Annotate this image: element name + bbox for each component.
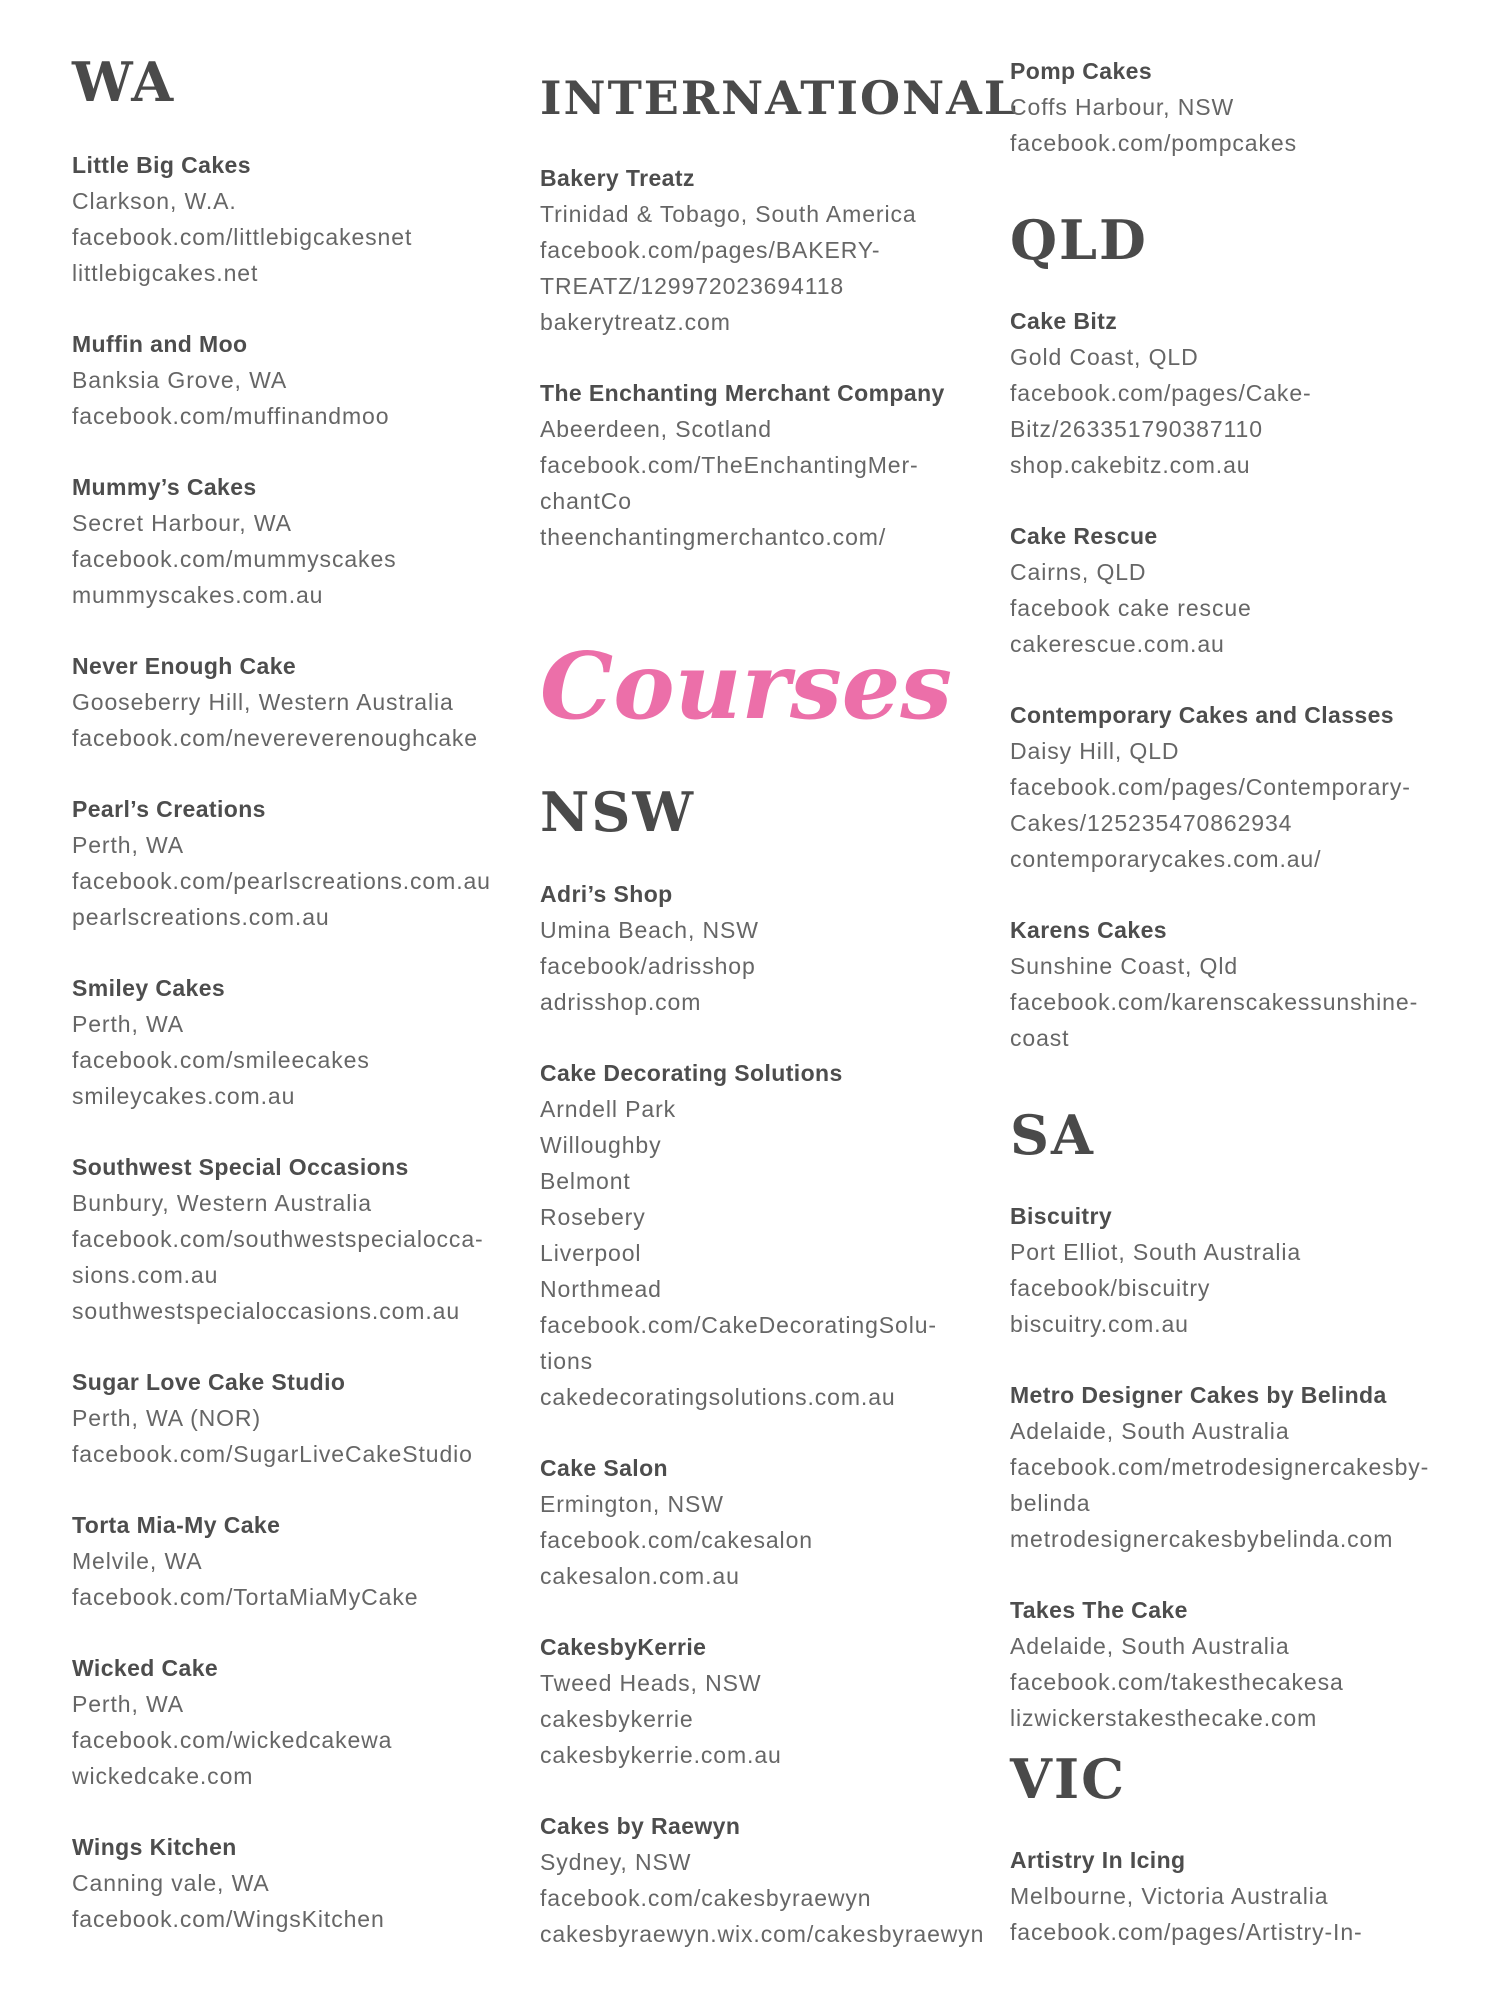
listing-link[interactable]: sions.com.au <box>72 1262 219 1288</box>
listing-southwest-special-occasions <box>72 1149 484 1329</box>
listing-link[interactable]: facebook.com/muffinandmoo <box>72 403 390 429</box>
listing-link[interactable]: mummyscakes.com.au <box>72 582 324 608</box>
listing-detail: Port Elliot, South Australia <box>1010 1239 1302 1265</box>
listing-detail: Daisy Hill, QLD <box>1010 738 1180 764</box>
business-name: Mummy’s Cakes <box>72 474 257 500</box>
listing-biscuitry <box>1010 1198 1301 1342</box>
business-name: Bakery Treatz <box>540 165 695 191</box>
business-name: Karens Cakes <box>1010 917 1167 943</box>
section-heading-qld: QLD <box>1010 208 1148 272</box>
business-name: Pomp Cakes <box>1010 58 1153 84</box>
listing-detail: Trinidad & Tobago, South America <box>540 201 917 227</box>
listing-link[interactable]: southwestspecialoccasions.com.au <box>72 1298 461 1324</box>
listing-link[interactable]: facebook.com/pages/BAKERY- <box>540 237 881 263</box>
listing-pomp-cakes <box>1010 53 1297 161</box>
listing-detail: Adelaide, South Australia <box>1010 1633 1290 1659</box>
listing-detail: Umina Beach, NSW <box>540 917 759 943</box>
listing-link[interactable]: facebook.com/mummyscakes <box>72 546 397 572</box>
listing-wings-kitchen <box>72 1829 385 1937</box>
listing-link[interactable]: lizwickerstakesthecake.com <box>1010 1705 1318 1731</box>
listing-detail: Canning vale, WA <box>72 1870 270 1896</box>
listing-link[interactable]: facebook.com/littlebigcakesnet <box>72 224 413 250</box>
listing-link[interactable]: pearlscreations.com.au <box>72 904 330 930</box>
listing-link[interactable]: facebook.com/pages/Artistry-In- <box>1010 1919 1363 1945</box>
business-name: Metro Designer Cakes by Belinda <box>1010 1382 1387 1408</box>
business-name: Smiley Cakes <box>72 975 226 1001</box>
listing-link[interactable]: facebook.com/SugarLiveCakeStudio <box>72 1441 473 1467</box>
listing-link[interactable]: facebook.com/metrodesignercakesby- <box>1010 1454 1430 1480</box>
section-heading-international: INTERNATIONAL <box>540 71 1019 125</box>
listing-link[interactable]: facebook.com/pages/Cake- <box>1010 380 1312 406</box>
listing-cakesbykerrie <box>540 1629 782 1773</box>
section-heading-nsw: NSW <box>540 780 696 844</box>
section-heading-vic: VIC <box>1010 1747 1127 1811</box>
listing-detail: tions <box>540 1348 594 1374</box>
listing-link[interactable]: facebook.com/TheEnchantingMer- <box>540 452 919 478</box>
listing-link[interactable]: facebook.com/pompcakes <box>1010 130 1297 156</box>
business-name: Artistry In Icing <box>1010 1847 1186 1873</box>
listing-detail: Clarkson, W.A. <box>72 188 237 214</box>
listing-link[interactable]: facebook cake rescue <box>1010 595 1252 621</box>
listing-detail: Perth, WA <box>72 832 185 858</box>
listing-detail: Sydney, NSW <box>540 1849 692 1875</box>
listing-wicked-cake <box>72 1650 392 1794</box>
listing-link[interactable]: facebook.com/nevereverenoughcake <box>72 725 478 751</box>
business-name: Cake Decorating Solutions <box>540 1060 843 1086</box>
listing-link[interactable]: facebook.com/smileecakes <box>72 1047 370 1073</box>
listing-link[interactable]: facebook.com/cakesalon <box>540 1527 813 1553</box>
business-name: Cakes by Raewyn <box>540 1813 741 1839</box>
listing-link[interactable]: facebook.com/CakeDecoratingSolu- <box>540 1312 937 1338</box>
listing-the-enchanting-merchant-company <box>540 375 945 555</box>
listing-detail: Cairns, QLD <box>1010 559 1147 585</box>
listing-link[interactable]: facebook.com/southwestspecialocca- <box>72 1226 484 1252</box>
listing-link[interactable]: wickedcake.com <box>72 1763 254 1789</box>
listing-detail: Sunshine Coast, Qld <box>1010 953 1239 979</box>
listing-detail: coast <box>1010 1025 1070 1051</box>
listing-detail: Abeerdeen, Scotland <box>540 416 772 442</box>
listing-link[interactable]: facebook.com/WingsKitchen <box>72 1906 385 1932</box>
listing-cake-rescue <box>1010 518 1252 662</box>
listing-detail: Melvile, WA <box>72 1548 203 1574</box>
listing-link[interactable]: cakesbyraewyn.wix.com/cakesbyraewyn <box>540 1921 985 1947</box>
listing-adris-shop <box>540 876 759 1020</box>
listing-detail: belinda <box>1010 1490 1091 1516</box>
listing-detail: Banksia Grove, WA <box>72 367 288 393</box>
business-name: Pearl’s Creations <box>72 796 266 822</box>
listing-link[interactable]: bakerytreatz.com <box>540 309 731 335</box>
listing-detail: Perth, WA <box>72 1691 185 1717</box>
listing-link[interactable]: shop.cakebitz.com.au <box>1010 452 1251 478</box>
section-heading-wa: WA <box>72 50 176 114</box>
listing-detail: Perth, WA <box>72 1011 185 1037</box>
listing-link[interactable]: biscuitry.com.au <box>1010 1311 1189 1337</box>
listing-link[interactable]: facebook.com/TortaMiaMyCake <box>72 1584 419 1610</box>
listing-pearls-creations <box>72 791 491 935</box>
listing-detail: Arndell Park <box>540 1096 677 1122</box>
business-name: Sugar Love Cake Studio <box>72 1369 346 1395</box>
business-name: The Enchanting Merchant Company <box>540 380 945 406</box>
business-name: Wicked Cake <box>72 1655 219 1681</box>
listing-link[interactable]: theenchantingmerchantco.com/ <box>540 524 887 550</box>
business-name: Wings Kitchen <box>72 1834 237 1860</box>
listing-link[interactable]: Bitz/263351790387110 <box>1010 416 1263 442</box>
listing-detail: Gooseberry Hill, Western Australia <box>72 689 454 715</box>
listing-link[interactable]: cakerescue.com.au <box>1010 631 1225 657</box>
listing-link[interactable]: facebook/biscuitry <box>1010 1275 1211 1301</box>
listing-detail: Willoughby <box>540 1132 662 1158</box>
listing-link[interactable]: cakesalon.com.au <box>540 1563 740 1589</box>
listing-link[interactable]: cakedecoratingsolutions.com.au <box>540 1384 896 1410</box>
listing-link[interactable]: facebook.com/pearlscreations.com.au <box>72 868 491 894</box>
listing-never-enough-cake <box>72 648 478 756</box>
listing-link[interactable]: facebook.com/takesthecakesa <box>1010 1669 1344 1695</box>
business-name: Cake Rescue <box>1010 523 1158 549</box>
listing-link[interactable]: adrisshop.com <box>540 989 702 1015</box>
business-name: Never Enough Cake <box>72 653 297 679</box>
listing-link[interactable]: contemporarycakes.com.au/ <box>1010 846 1322 872</box>
listing-detail: Belmont <box>540 1168 631 1194</box>
listing-link[interactable]: littlebigcakes.net <box>72 260 259 286</box>
listing-karens-cakes <box>1010 912 1418 1056</box>
listing-sugar-love-cake-studio <box>72 1364 473 1472</box>
listing-detail: Coffs Harbour, NSW <box>1010 94 1235 120</box>
listing-mummys-cakes <box>72 469 397 613</box>
listing-cake-bitz <box>1010 303 1312 483</box>
section-heading-sa: SA <box>1010 1103 1095 1167</box>
listing-link[interactable]: TREATZ/129972023694118 <box>540 273 845 299</box>
listing-smiley-cakes <box>72 970 370 1114</box>
business-name: Southwest Special Occasions <box>72 1154 409 1180</box>
listing-bakery-treatz <box>540 160 917 340</box>
listing-link[interactable]: Cakes/125235470862934 <box>1010 810 1293 836</box>
business-name: Cake Bitz <box>1010 308 1118 334</box>
business-name: Adri’s Shop <box>540 881 673 907</box>
listing-torta-mia-my-cake <box>72 1507 418 1615</box>
listing-link[interactable]: facebook.com/wickedcakewa <box>72 1727 393 1753</box>
listing-detail: chantCo <box>540 488 632 514</box>
listing-takes-the-cake <box>1010 1592 1344 1736</box>
business-name: Muffin and Moo <box>72 331 248 357</box>
listing-cake-decorating-solutions <box>540 1055 937 1415</box>
listing-link[interactable]: facebook.com/karenscakessunshine- <box>1010 989 1419 1015</box>
listing-detail: Tweed Heads, NSW <box>540 1670 762 1696</box>
listing-cakes-by-raewyn <box>540 1808 984 1952</box>
listing-metro-designer-cakes-by-belinda <box>1010 1377 1429 1557</box>
listing-muffin-and-moo <box>72 326 389 434</box>
listing-detail: Secret Harbour, WA <box>72 510 292 536</box>
business-name: CakesbyKerrie <box>540 1634 707 1660</box>
business-name: Little Big Cakes <box>72 152 251 178</box>
listing-detail: Adelaide, South Australia <box>1010 1418 1290 1444</box>
business-name: Takes The Cake <box>1010 1597 1188 1623</box>
listing-link[interactable]: cakesbykerrie <box>540 1706 694 1732</box>
listing-link[interactable]: smileycakes.com.au <box>72 1083 296 1109</box>
listing-little-big-cakes <box>72 147 412 291</box>
listing-link[interactable]: facebook.com/pages/Contemporary- <box>1010 774 1411 800</box>
listing-detail: Northmead <box>540 1276 662 1302</box>
business-name: Torta Mia-My Cake <box>72 1512 281 1538</box>
listing-detail: Bunbury, Western Australia <box>72 1190 372 1216</box>
listing-link[interactable]: facebook.com/cakesbyraewyn <box>540 1885 872 1911</box>
listing-detail: Rosebery <box>540 1204 646 1230</box>
courses-title: Courses <box>540 632 953 740</box>
listing-contemporary-cakes-and-classes <box>1010 697 1411 877</box>
business-name: Biscuitry <box>1010 1203 1113 1229</box>
listing-link[interactable]: metrodesignercakesbybelinda.com <box>1010 1526 1394 1552</box>
listing-detail: Perth, WA (NOR) <box>72 1405 261 1431</box>
listing-detail: Melbourne, Victoria Australia <box>1010 1883 1329 1909</box>
listing-artistry-in-icing <box>1010 1842 1363 1950</box>
listing-cake-salon <box>540 1450 813 1594</box>
listing-detail: Ermington, NSW <box>540 1491 724 1517</box>
listing-link[interactable]: cakesbykerrie.com.au <box>540 1742 782 1768</box>
business-name: Cake Salon <box>540 1455 668 1481</box>
business-name: Contemporary Cakes and Classes <box>1010 702 1394 728</box>
listing-link[interactable]: facebook/adrisshop <box>540 953 756 979</box>
listing-detail: Liverpool <box>540 1240 642 1266</box>
listing-detail: Gold Coast, QLD <box>1010 344 1199 370</box>
